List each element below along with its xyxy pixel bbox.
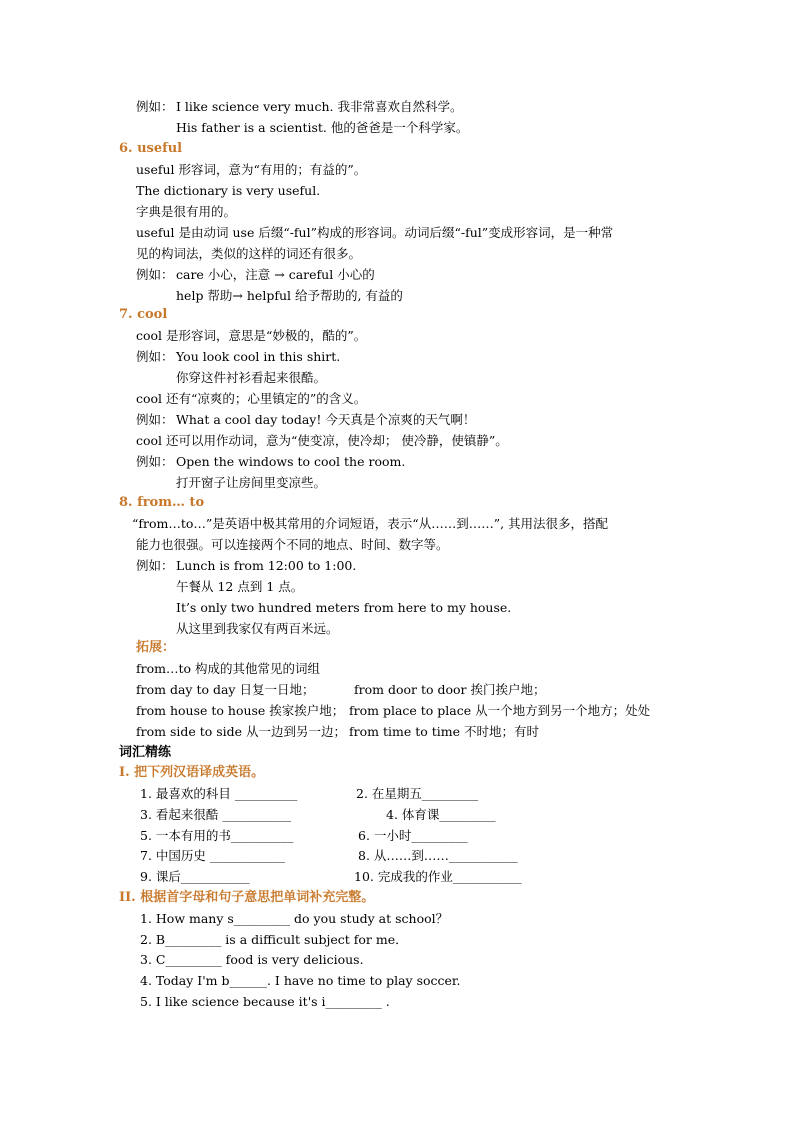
paragraph-line: cool 是形容词，意思是“妙极的，酷的”。 [136,328,367,343]
exercise-sentence: 5. I like science because it's i_________ . [140,994,390,1009]
phrase-item: from time to time 不时地；有时 [349,724,539,739]
phrase-item: from day to day 日复一日地； [136,682,315,697]
paragraph-line: “from…to…”是英语中极其常用的介词短语，表示“从……到……”, 其用法很多，搭配 [132,516,609,531]
paragraph-line: 能力也很强。可以连接两个不同的地点、时间、数字等。 [136,537,449,552]
part1-heading: I. 把下列汉语译成英语。 [119,765,265,780]
exercise-item: 5. 一本有用的书__________ [140,828,294,843]
section-heading-useful: 6. useful [119,141,183,156]
exercise-item: 10. 完成我的作业___________ [354,869,522,884]
example-sentence: Lunch is from 12:00 to 1:00. [176,558,357,573]
example-translation: 打开窗子让房间里变凉些。 [176,475,327,490]
exercise-item: 7. 中国历史 ____________ [140,848,285,863]
example-label: 例如： [136,558,174,573]
exercise-sentence: 3. C_________ food is very delicious. [140,952,364,967]
paragraph-line: useful 是由动词 use 后缀“-ful”构成的形容词。动词后缀“-ful”变成形容词，是一种常 [136,225,614,240]
section-heading-cool: 7. cool [119,307,168,322]
exercise-item: 6. 一小时_________ [358,828,468,843]
exercise-item: 3. 看起来很酷 ___________ [140,807,292,822]
exercise-sentence: 2. B_________ is a difficult subject for me． [140,932,408,947]
section-heading-from-to: 8. from… to [119,495,205,510]
paragraph-line: cool 还有“凉爽的；心里镇定的”的含义。 [136,391,367,406]
example-translation: 从这里到我家仅有两百米远。 [176,621,339,636]
extension-heading: 拓展： [136,640,176,655]
example-sentence: It’s only two hundred meters from here to my house. [176,600,512,615]
exercise-item: 2. 在星期五_________ [356,786,479,801]
example-label: 例如： [136,412,174,427]
phrase-item: from side to side 从一边到另一边； [136,724,347,739]
example-label: 例如： [136,349,174,364]
example-sentence: help 帮助→ helpful 给予帮助的, 有益的 [176,288,403,303]
exercise-item: 4. 体育课_________ [386,807,496,822]
example-sentence: I like science very much. 我非常喜欢自然科学。 [176,99,463,114]
paragraph-line: 见的构词法，类似的这样的词还有很多。 [136,246,362,261]
phrase-item: from door to door 挨门挨户地； [354,682,546,697]
example-sentence: What a cool day today! 今天真是个凉爽的天气啊！ [176,412,476,427]
phrase-item: from place to place 从一个地方到另一个地方；处处 [349,703,651,718]
paragraph-line: from…to 构成的其他常见的词组 [136,661,321,676]
example-sentence: You look cool in this shirt. [176,349,341,364]
exercise-sentence: 1. How many s_________ do you study at school？ [140,911,449,926]
paragraph-line: 字典是很有用的。 [136,204,237,219]
example-sentence: His father is a scientist. 他的爸爸是一个科学家。 [176,120,469,135]
exercise-item: 9. 课后___________ [140,869,250,884]
paragraph-line: cool 还可以用作动词，意为“使变凉，使冷却； 使冷静，使镇静”。 [136,433,508,448]
example-label: 例如： [136,454,174,469]
example-translation: 你穿这件衬衫看起来很酷。 [176,370,327,385]
practice-heading: 词汇精练 [119,745,172,760]
paragraph-line: useful 形容词，意为“有用的；有益的”。 [136,162,367,177]
example-label: 例如： [136,99,174,114]
example-label: 例如： [136,267,174,282]
exercise-item: 1. 最喜欢的科目 __________ [140,786,298,801]
exercise-sentence: 4. Today I'm b______. I have no time to play soccer. [140,973,461,988]
part2-heading: II. 根据首字母和句子意思把单词补充完整。 [119,890,375,905]
example-sentence: Open the windows to cool the room. [176,454,406,469]
phrase-item: from house to house 挨家挨户地； [136,703,345,718]
exercise-item: 8. 从……到……___________ [358,848,518,863]
example-sentence: care 小心，注意 → careful 小心的 [176,267,375,282]
example-translation: 午餐从 12 点到 1 点。 [176,579,304,594]
paragraph-line: The dictionary is very useful. [136,183,321,198]
